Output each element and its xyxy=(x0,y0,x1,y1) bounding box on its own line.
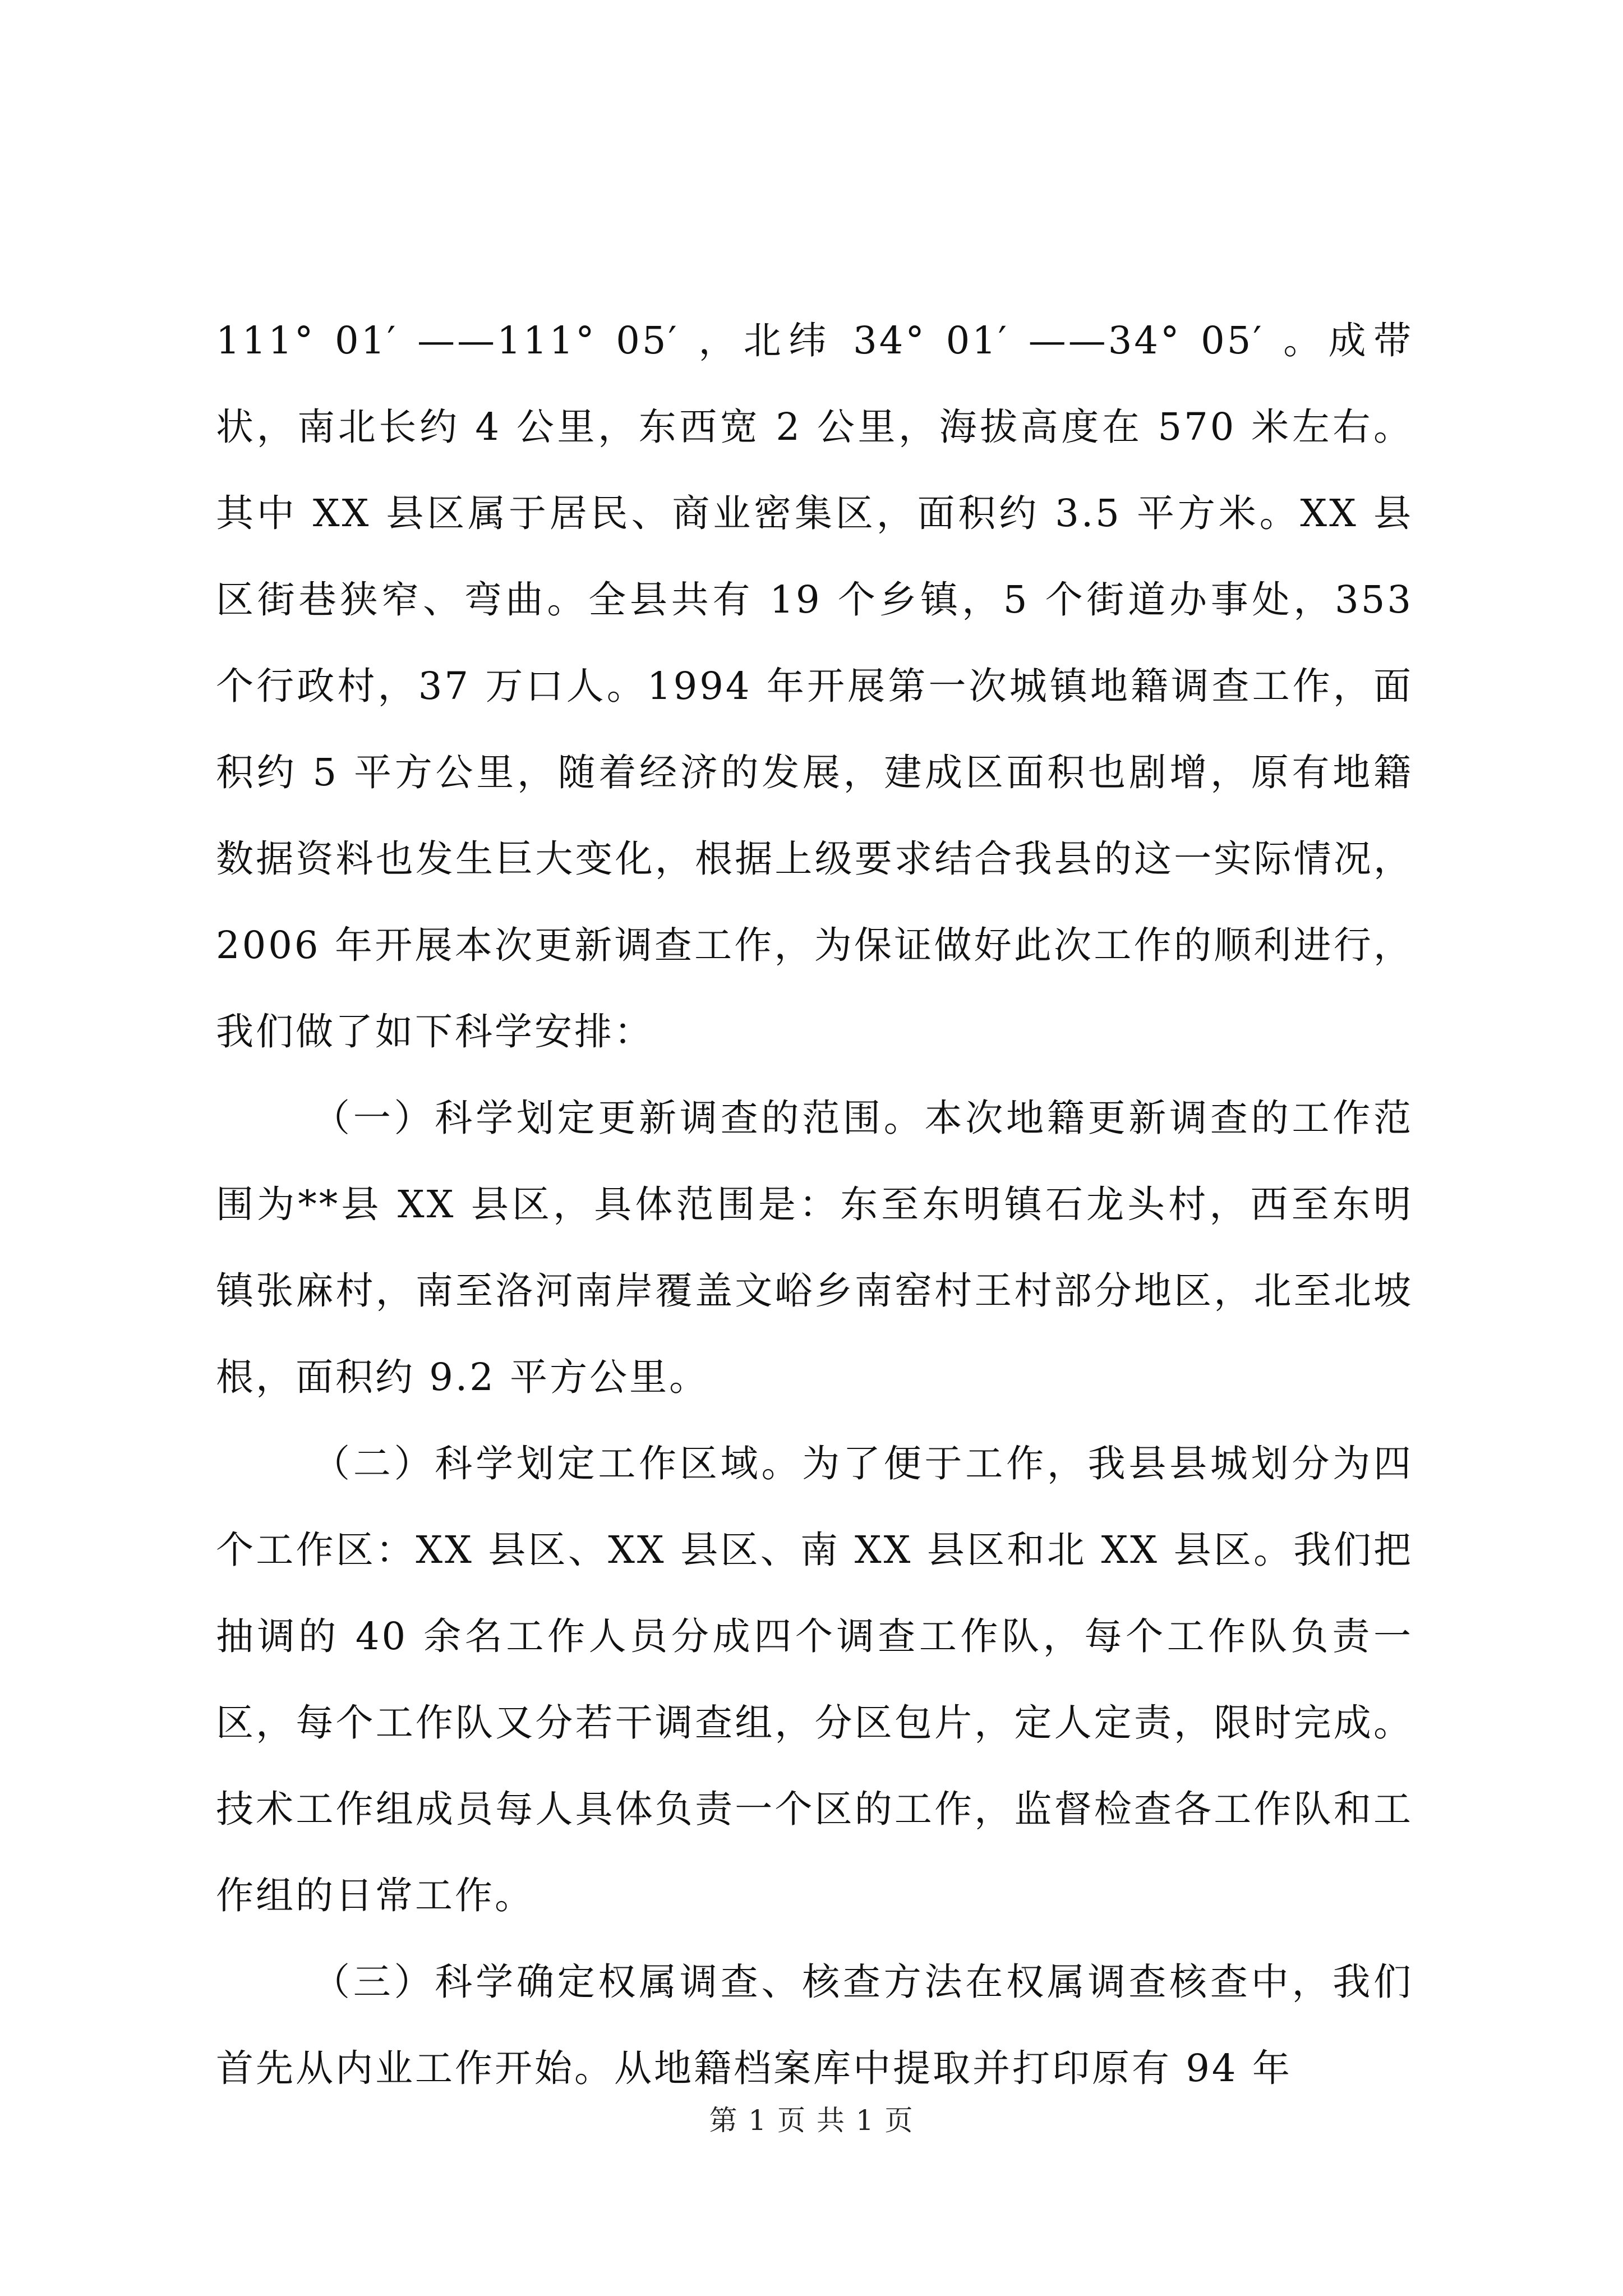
paragraph-intro: 111° 01′ ——111° 05′ ，北纬 34° 01′ ——34° 05′ 。成带状，南北长约 4 公里，东西宽 2 公里，海拔高度在 570 米左右。其中 XX 县区属于居民、商业密集区，面积约 3.5 平方米。XX 县区街巷狭窄、弯曲。全县共有 19 个乡镇，5 个街道办事处，353 个行政村，37 万口人。1994 年开展第一次城镇地籍调查工作，面积约 5 平方公里，随着经济的发展，建成区面积也剧增，原有地籍数据资料也发生巨大变化，根据上级要求结合我县的这一实际情况，2006 年开展本次更新调查工作，为保证做好此次工作的顺利进行，我们做了如下科学安排： xyxy=(216,319,1413,1053)
paragraph-section-1: （一）科学划定更新调查的范围。本次地籍更新调查的工作范围为**县 XX 县区，具体范围是：东至东明镇石龙头村，西至东明镇张麻村，南至洛河南岸覆盖文峪乡南窑村王村部分地区，北至北坡根，面积约 9.2 平方公里。 xyxy=(216,1096,1413,1399)
paragraph-section-3: （三）科学确定权属调查、核查方法在权属调查核查中，我们首先从内业工作开始。从地籍档案库中提取并打印原有 94 年 xyxy=(216,1960,1413,2090)
document-body xyxy=(216,297,1413,2111)
paragraph-section-2: （二）科学划定工作区域。为了便于工作，我县县城划分为四个工作区：XX 县区、XX 县区、南 XX 县区和北 XX 县区。我们把抽调的 40 余名工作人员分成四个调查工作队，每个工作队负责一区，每个工作队又分若干调查组，分区包片，定人定责，限时完成。技术工作组成员每人具体负责一个区的工作，监督检查各工作队和工作组的日常工作。 xyxy=(216,1442,1413,1917)
page-footer: 第 1 页 共 1 页 xyxy=(709,2104,914,2137)
